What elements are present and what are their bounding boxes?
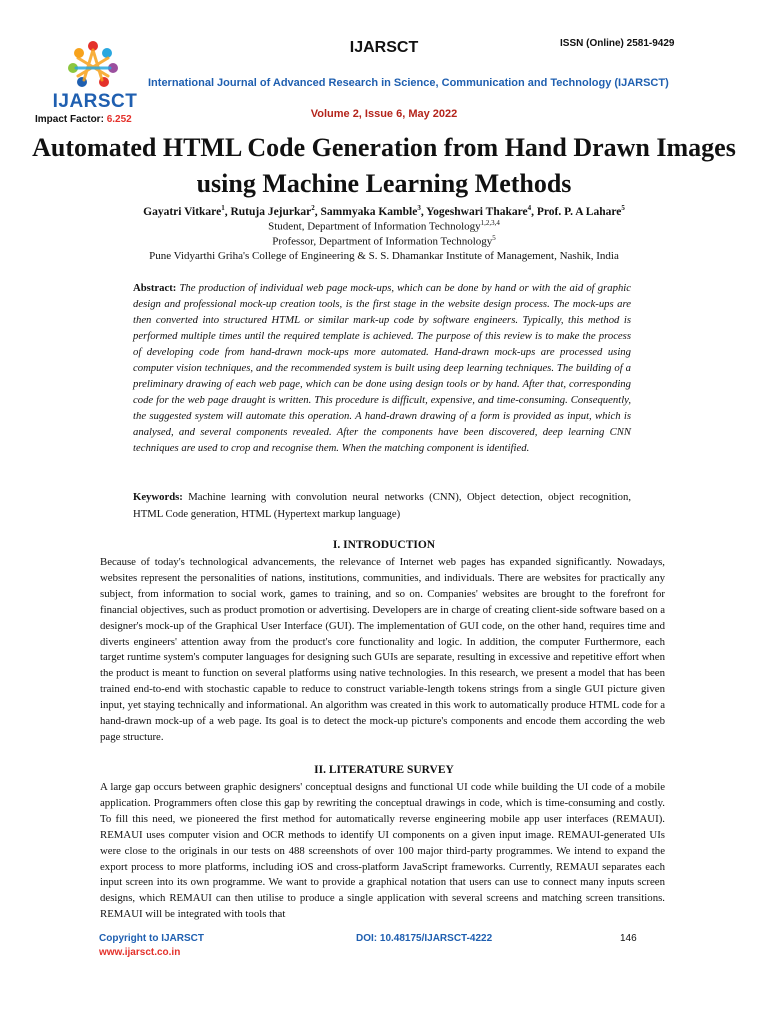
affiliation-superscript: 1,2,3,4 bbox=[480, 219, 500, 227]
author-name: Gayatri Vitkare bbox=[143, 205, 222, 218]
volume-issue: Volume 2, Issue 6, May 2022 bbox=[310, 108, 458, 120]
section-text-introduction: Because of today's technological advancements, the relevance of Internet web pages has expanded significantly. Nowadays, websites represent the personalities of nations, institutions, communities, and individuals. There are websites for practically any subject, from information to social work, games to training, and so on. Companies' websites are brought to the forefront for financial objectives, such as product promotion or advertising. Developers are in charge of creating client-side software based on a designer's mock-up of the Graphical User Interface (GUI). The implementation of GUI code, on the other hand, requires time and diverts engineers' attention away from the product's core functionality and logic. In addition, the computer Furthermore, each target runtime system's computer languages for designing such GUIs are separate, resulting in excessive and repetitive effort when the product is meant to function on several platforms using native technologies. In this research, we present a model that has been trained end-to-end with stochastic capable to reduce to construct variable-length tokens strings from a single GUI picture given input, yet staying technically and informational. An algorithm was created in this work to automatically produce HTML code for a hand-drawn mock-up of a web page. Its goal is to detect the mock-up picture's components and encode them according the web page structure. bbox=[100, 556, 665, 743]
footer-doi: DOI: 10.48175/IJARSCT-4222 bbox=[356, 933, 493, 944]
section-text-literature-survey: A large gap occurs between graphic designers' conceptual designs and functional UI code while building the UI code of a mobile application. Programmers often close this gap by rewriting the conceptual drawings in code, which is time-consuming and costly. To fill this need, we pioneered the first method for automatically reverse engineering mobile app user interfaces (REMAUI). REMAUI uses computer vision and OCR methods to identify UI components on a given input image. REMAUI-generated UIs were close to the originals in our tests on 488 screenshots of over 100 major third-party programmes. We intend to expand the export process to more platforms, including iOS and cross-platform JavaScript frameworks. Currently, REMAUI separates each input screen into its own programme. We want to provide a graphical notation that users can use to connect many inputs screen designs, which REMAUI can then utilise to produce a single application with several screens and matching screen transitions. REMAUI will be integrated with tools that bbox=[100, 781, 665, 921]
affiliation-student bbox=[0, 219, 768, 233]
author-superscript: 1 bbox=[221, 204, 225, 212]
author-superscript: 3 bbox=[417, 204, 421, 212]
journal-short-name: IJARSCT bbox=[349, 39, 419, 56]
abstract-label: Abstract: bbox=[133, 282, 177, 294]
logo-wordmark: IJARSCT bbox=[52, 91, 138, 112]
author-name: Yogeshwari Thakare bbox=[426, 205, 528, 218]
page-number: 146 bbox=[620, 933, 637, 944]
affiliation-text: Professor, Department of Information Technology bbox=[272, 235, 493, 248]
author-superscript: 4 bbox=[527, 204, 532, 212]
author-name: Sammyaka Kamble bbox=[320, 205, 418, 218]
footer-website-link[interactable]: www.ijarsct.co.in bbox=[99, 947, 181, 958]
issn: ISSN (Online) 2581-9429 bbox=[560, 38, 675, 49]
affiliation-text: Student, Department of Information Technology bbox=[268, 220, 481, 233]
author-list: Gayatri Vitkare$^1$, Rutuja Jejurkar$^2$, Sammyaka Kamble$^3$, Yogeshwari Thakare$^4$, Prof. P. A Lahare$^5$ bbox=[143, 204, 625, 218]
keywords-label: Keywords: bbox=[133, 491, 183, 503]
author-superscript: 5 bbox=[621, 204, 625, 212]
affiliation-professor bbox=[0, 234, 768, 248]
author-name: Prof. P. A Lahare bbox=[536, 205, 622, 218]
paper-title: Automated HTML Code Generation from Hand Drawn Images using Machine Learning Methods bbox=[32, 133, 736, 198]
author-superscript: 2 bbox=[311, 204, 315, 212]
affiliation-superscript: 5 bbox=[492, 234, 496, 242]
author-name: Rutuja Jejurkar bbox=[230, 205, 312, 218]
abstract bbox=[133, 281, 631, 456]
journal-full-name: International Journal of Advanced Research in Science, Communication and Technology (IJARSCT) bbox=[148, 77, 669, 89]
abstract-text: The production of individual web page mock-ups, which can be done by hand or with the aid of graphic design and professional mock-up creation tools, is the first stage in the website design process. The mock-ups are then converted into structured HTML or similar mark-up code by software engineers. Typically, this method is performed multiple times until the required template is achieved. The purpose of this review is to make the process of developing code from hand-drawn mock-ups more automated. Hand-drawn mock-ups are processed using computer vision techniques, and the recommended system is built using deep learning techniques. The building of a preliminary drawing of each web page, which can be done using design tools or by hand. After that, corresponding code for the web page draught is written. This procedure is difficult, expensive, and time-consuming. Consequently, the suggested system will automate this operation. A hand-drawn drawing of a form is provided as input, which is analysed, and several components revealed. After the components have been discovered, deep learning CNN techniques are used to crop and recognise them. When the matching component is identified. bbox=[133, 282, 631, 454]
affiliation-institute: Pune Vidyarthi Griha's College of Engineering & S. S. Dhamankar Institute of Management, Nashik, India bbox=[149, 250, 619, 262]
keywords-text: Machine learning with convolution neural networks (CNN), Object detection, object recognition, HTML Code generation, HTML (Hypertext markup language) bbox=[133, 491, 631, 520]
impact-factor-value: 6.252 bbox=[106, 114, 132, 125]
section-heading-literature-survey: II. LITERATURE SURVEY bbox=[314, 764, 454, 776]
section-heading-introduction: I. INTRODUCTION bbox=[332, 539, 436, 551]
keywords bbox=[133, 489, 631, 523]
impact-factor-label: Impact Factor: bbox=[35, 114, 107, 125]
footer-copyright: Copyright to IJARSCT bbox=[99, 933, 204, 944]
